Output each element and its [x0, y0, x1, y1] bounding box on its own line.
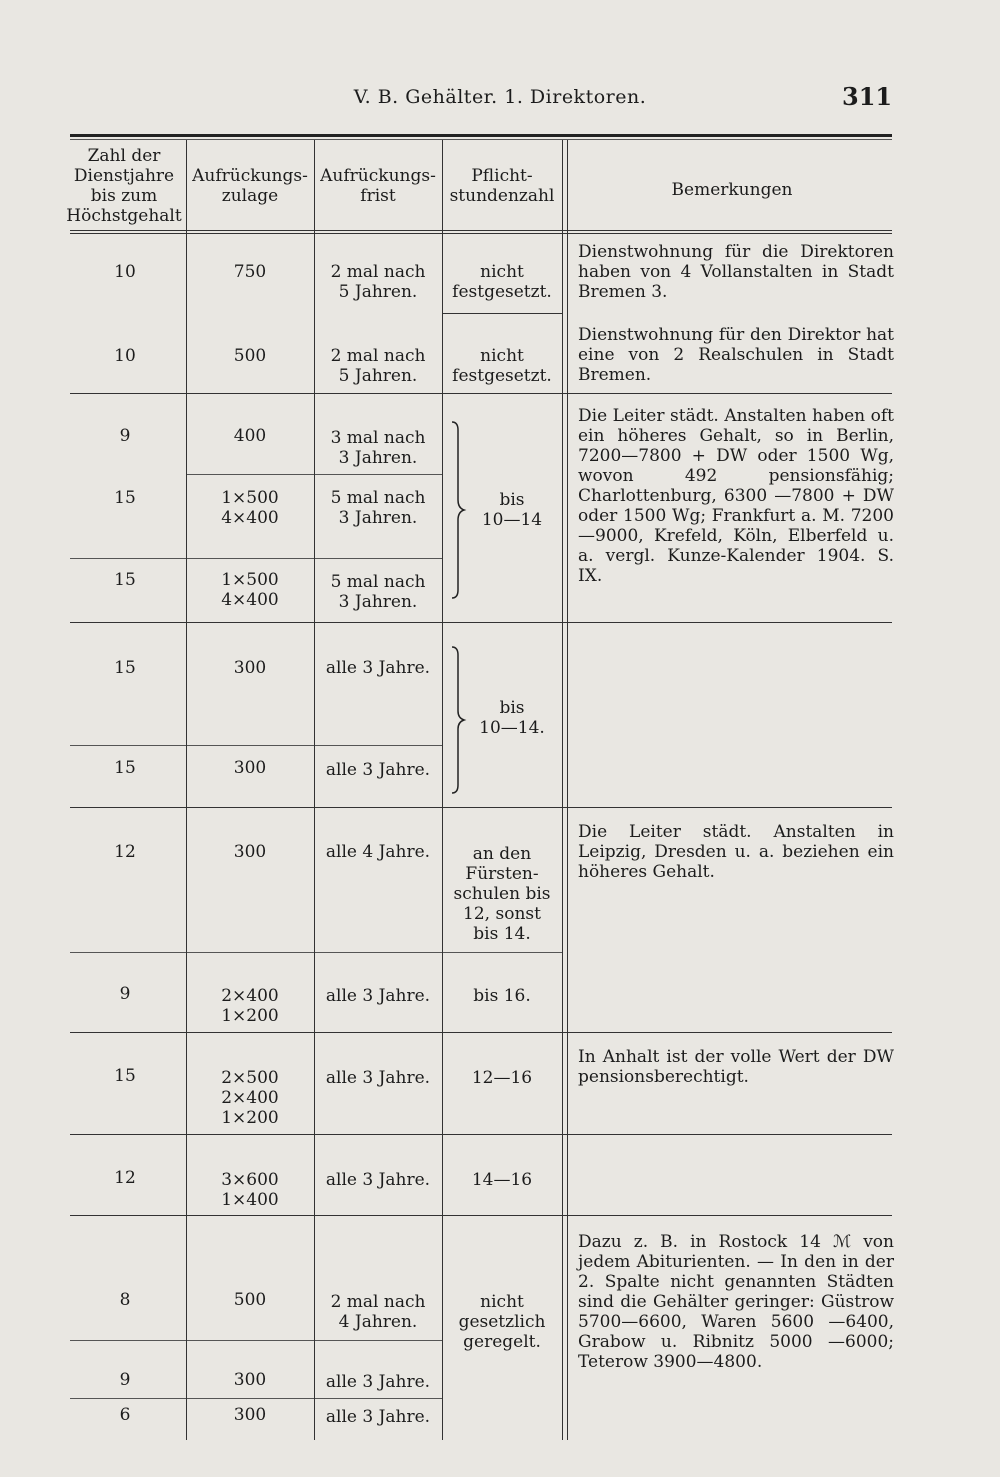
row-rule — [70, 1134, 892, 1135]
cell-stunden: bis 16. — [473, 986, 531, 1006]
cell-zulage: 2×500 2×400 1×200 — [221, 1068, 279, 1128]
cell-frist: alle 3 Jahre. — [325, 1068, 431, 1088]
cell-years: 12 — [114, 842, 136, 862]
header-stunden: Pflicht- stundenzahl — [449, 166, 555, 206]
brace-icon — [448, 645, 468, 795]
remark-text: Dazu z. B. in Rostock 14 ℳ von jedem Abiturienten. — In den in der 2. Spalte nicht genannten Städten sind die Gehälter geringer: Güstrow 5700—6600, Waren 5600 —6400, Grabow u. Ribnitz 5000 —6000; Teterow 3900—4800. — [578, 1232, 894, 1372]
row-rule — [70, 807, 892, 808]
cell-frist: alle 3 Jahre. — [325, 760, 431, 780]
cell-zulage: 500 — [233, 1290, 267, 1310]
cell-frist: 5 mal nach 3 Jahren. — [330, 572, 426, 612]
row-rule — [70, 1398, 442, 1399]
running-head: V. B. Gehälter. 1. Direktoren. — [353, 86, 647, 108]
row-rule — [70, 393, 892, 394]
cell-stunden: 12—16 — [471, 1068, 533, 1088]
cell-zulage: 1×500 4×400 — [221, 570, 279, 610]
table-top-rule-inner — [70, 139, 892, 140]
cell-stunden: nicht festgesetzt. — [452, 262, 552, 302]
cell-years: 15 — [114, 658, 136, 678]
column-rule — [442, 140, 443, 1440]
remark-text: Dienstwohnung für den Direktor hat eine von 2 Realschulen in Stadt Bremen. — [578, 325, 894, 385]
row-rule — [70, 558, 442, 559]
header-years: Zahl der Dienstjahre bis zum Höchstgehalt — [66, 146, 182, 226]
cell-years: 15 — [114, 758, 136, 778]
cell-zulage: 300 — [233, 842, 267, 862]
cell-years: 9 — [119, 984, 131, 1004]
header-bemerkungen: Bemerkungen — [671, 180, 793, 200]
cell-zulage: 300 — [233, 1405, 267, 1425]
cell-years: 10 — [114, 346, 136, 366]
cell-years: 15 — [114, 1066, 136, 1086]
cell-years: 9 — [119, 1370, 131, 1390]
cell-frist: alle 3 Jahre. — [325, 1407, 431, 1427]
cell-frist: 5 mal nach 3 Jahren. — [330, 488, 426, 528]
cell-stunden: bis 10—14 — [481, 490, 543, 530]
cell-years: 15 — [114, 570, 136, 590]
cell-years: 10 — [114, 262, 136, 282]
row-rule — [70, 1215, 892, 1216]
cell-frist: alle 3 Jahre. — [325, 658, 431, 678]
cell-frist: 2 mal nach 5 Jahren. — [330, 262, 426, 302]
cell-zulage: 3×600 1×400 — [221, 1170, 279, 1210]
column-rule — [562, 140, 563, 1440]
cell-stunden: bis 10—14. — [479, 698, 545, 738]
row-rule — [70, 745, 442, 746]
cell-zulage: 2×400 1×200 — [221, 986, 279, 1026]
row-rule — [70, 233, 892, 234]
brace-icon — [448, 420, 468, 600]
cell-zulage: 300 — [233, 758, 267, 778]
header-zulage: Aufrückungs- zulage — [192, 166, 308, 206]
cell-zulage: 300 — [233, 1370, 267, 1390]
cell-years: 6 — [119, 1405, 131, 1425]
column-rule — [567, 140, 568, 1440]
cell-frist: alle 4 Jahre. — [325, 842, 431, 862]
cell-zulage: 500 — [233, 346, 267, 366]
cell-frist: alle 3 Jahre. — [325, 1372, 431, 1392]
row-rule — [442, 313, 562, 314]
cell-zulage: 400 — [233, 426, 267, 446]
cell-stunden: nicht festgesetzt. — [452, 346, 552, 386]
cell-frist: 2 mal nach 4 Jahren. — [330, 1292, 426, 1332]
row-rule — [70, 952, 562, 953]
remark-text: Die Leiter städt. Anstalten in Leipzig, Dresden u. a. beziehen ein höheres Gehalt. — [578, 822, 894, 882]
row-rule — [70, 1340, 442, 1341]
cell-years: 12 — [114, 1168, 136, 1188]
cell-years: 15 — [114, 488, 136, 508]
page-number: 311 — [842, 82, 893, 111]
cell-frist: alle 3 Jahre. — [325, 1170, 431, 1190]
cell-zulage: 300 — [233, 658, 267, 678]
cell-stunden: an den Fürsten- schulen bis 12, sonst bis 14. — [453, 844, 551, 944]
row-rule — [70, 1032, 892, 1033]
header-bottom-rule — [70, 230, 892, 231]
cell-frist: 3 mal nach 3 Jahren. — [330, 428, 426, 468]
header-frist: Aufrückungs- frist — [320, 166, 436, 206]
cell-zulage: 1×500 4×400 — [221, 488, 279, 528]
column-rule — [186, 140, 187, 1440]
cell-frist: alle 3 Jahre. — [325, 986, 431, 1006]
column-rule — [314, 140, 315, 1440]
table-top-rule — [70, 134, 892, 137]
cell-frist: 2 mal nach 5 Jahren. — [330, 346, 426, 386]
remark-text: In Anhalt ist der volle Wert der DW pensionsberechtigt. — [578, 1047, 894, 1087]
remark-text: Dienstwohnung für die Direktoren haben von 4 Vollanstalten in Stadt Bremen 3. — [578, 242, 894, 302]
remark-text: Die Leiter städt. Anstalten haben oft ein höheres Gehalt, so in Berlin, 7200—7800 + DW oder 1500 Wg, wovon 492 pensionsfähig; Charlottenburg, 6300 —7800 + DW oder 1500 Wg; Frankfurt a. M. 7200—9000, Krefeld, Köln, Elberfeld u. a. vergl. Kunze-Kalender 1904. S. IX. — [578, 406, 894, 586]
cell-stunden: 14—16 — [471, 1170, 533, 1190]
row-rule — [70, 622, 892, 623]
cell-years: 9 — [119, 426, 131, 446]
cell-stunden: nicht gesetzlich geregelt. — [458, 1292, 546, 1352]
cell-zulage: 750 — [233, 262, 267, 282]
cell-years: 8 — [119, 1290, 131, 1310]
